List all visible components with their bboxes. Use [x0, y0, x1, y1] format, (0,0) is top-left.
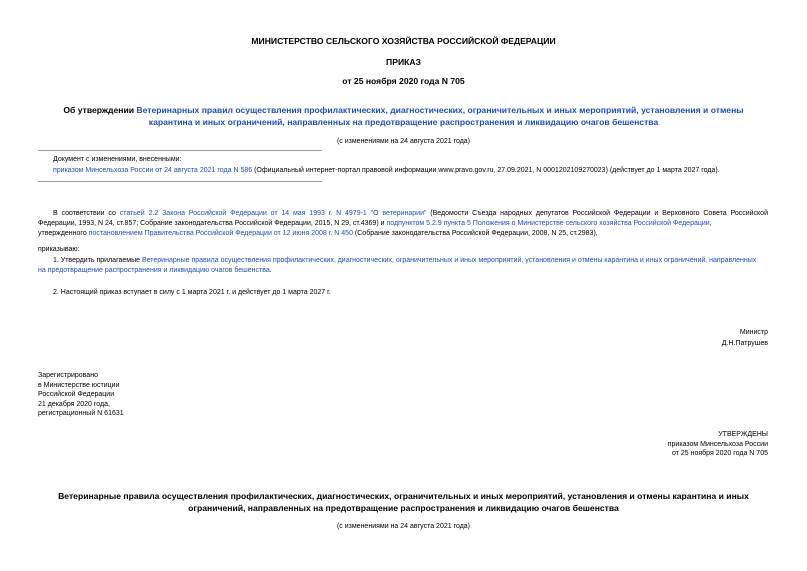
- approval-block: [568, 430, 768, 459]
- preamble-line2: [38, 219, 768, 229]
- changes-label: Документ с изменениями, внесенными:: [53, 156, 182, 163]
- order-word: приказываю:: [38, 246, 80, 253]
- rules-title: [0, 490, 807, 514]
- item-1-text: 1. Утвердить прилагаемые: [53, 257, 142, 264]
- preamble-text6: (Собрание законодательства Российской Федерации, 2008, N 25, ст.2983),: [352, 230, 598, 237]
- divider-bottom: [38, 181, 322, 182]
- preamble-text5: утвержденного: [38, 230, 89, 237]
- approval-line: приказом Минсельхоза России: [667, 440, 768, 448]
- item-1-line2: [38, 266, 272, 276]
- registration-line: в Министерстве юстиции: [38, 381, 120, 389]
- registration-line: 21 декабря 2020 года,: [38, 400, 110, 408]
- registration-line: Зарегистрировано: [38, 372, 98, 379]
- rules-link-part2[interactable]: на предотвращение распространения и ликвидацию очагов бешенства: [38, 267, 270, 274]
- approval-line: УТВЕРЖДЕНЫ: [718, 431, 768, 438]
- signer-position: Министр: [739, 329, 768, 336]
- rules-title-line2: ограничений, направленных на предотвращение распространения и ликвидацию очагов бешенства: [188, 503, 619, 513]
- item-1-end: .: [269, 267, 272, 274]
- preamble-text2: (Ведомости Съезда народных депутатов Российской Федерации и Верховного Совета Российской: [426, 210, 768, 217]
- item-2: 2. Настоящий приказ вступает в силу с 1 марта 2021 г. и действует до 1 марта 2027 г.: [53, 289, 331, 296]
- law-link[interactable]: статьей 2.2 Закона Российской Федерации от 14 мая 1993 г. N 4979-1 "О ветеринарии": [119, 210, 427, 217]
- item-1-line1: [53, 256, 768, 266]
- registration-line: Российской Федерации: [38, 391, 115, 398]
- preamble-comma: ,: [709, 220, 712, 227]
- preamble-text1: В соответствии со: [53, 210, 120, 217]
- rules-amendment-note: (с изменениями на 24 августа 2021 года): [336, 523, 471, 530]
- amendment-note: (с изменениями на 24 августа 2021 года): [336, 138, 471, 145]
- rules-link-part1[interactable]: Ветеринарные правила осуществления профилактических, диагностических, ограничительных и иных мероприятий, установления и отмены карантина и иных ограничений, направленных: [141, 257, 757, 264]
- rules-title-line1: Ветеринарные правила осуществления профилактических, диагностических, ограничительных и иных мероприятий, установления и отмены карантина и иных: [58, 491, 749, 501]
- signer-name: Д.Н.Патрушев: [721, 340, 768, 347]
- changes-source: (Официальный интернет-портал правовой информации www.pravo.gov.ru, 27.09.2021, N 0001202109270023) (действует до 1 марта 2027 года).: [252, 167, 720, 174]
- doc-title-link-line2[interactable]: карантина и иных ограничений, направленных на предотвращение распространения и ликвидацию очагов бешенства: [148, 117, 659, 127]
- divider-top: [38, 150, 322, 151]
- doc-title: [0, 104, 807, 128]
- government-decree-link[interactable]: постановлением Правительства Российской Федерации от 12 июня 2008 г. N 450: [88, 230, 353, 237]
- changes-link[interactable]: приказом Минсельхоза России от 24 августа 2021 года N 586: [53, 167, 253, 174]
- doc-date-number: от 25 ноября 2020 года N 705: [342, 76, 465, 86]
- registration-block: [38, 371, 124, 419]
- doc-title-link-line1[interactable]: Ветеринарных правил осуществления профилактических, диагностических, ограничительных и иных мероприятий, установления и отмены: [136, 105, 744, 115]
- changes-entry: [53, 166, 720, 176]
- regulation-link[interactable]: подпунктом 5.2.9 пункта 5 Положения о Министерстве сельского хозяйства Российской Федерации: [386, 220, 710, 227]
- doc-title-prefix: Об утверждении: [63, 105, 137, 115]
- ministry-name: МИНИСТЕРСТВО СЕЛЬСКОГО ХОЗЯЙСТВА РОССИЙСКОЙ ФЕДЕРАЦИИ: [251, 36, 556, 46]
- preamble-line3: [38, 229, 768, 239]
- preamble-text3: Федерации, 1993, N 24, ст.857; Собрание законодательства Российской Федерации, 2015, N 29, ст.4369) и: [38, 220, 387, 227]
- registration-line: регистрационный N 61631: [38, 410, 124, 417]
- preamble-line1: [38, 209, 768, 219]
- approval-line: от 25 ноября 2020 года N 705: [672, 450, 768, 457]
- doc-type: ПРИКАЗ: [386, 57, 421, 67]
